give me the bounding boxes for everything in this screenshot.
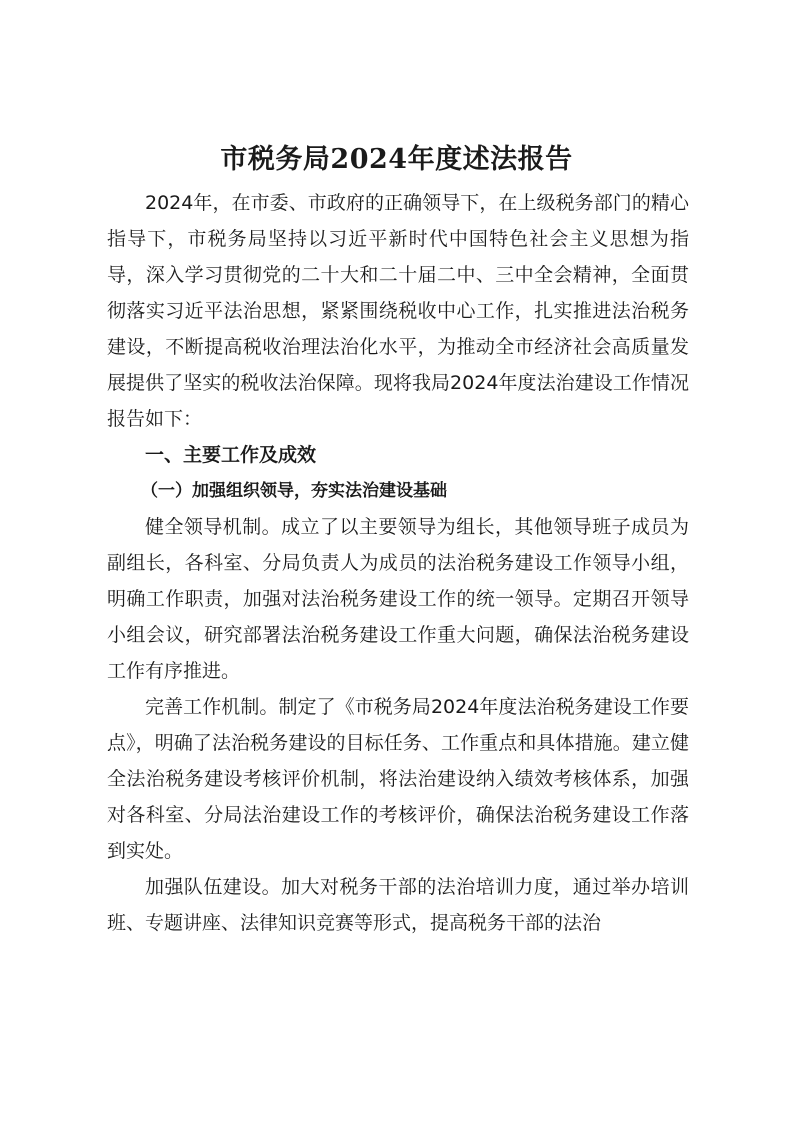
document-body <box>107 185 689 941</box>
section-heading: 一、主要工作及成效 <box>145 444 317 466</box>
intro-paragraph: 2024年，在市委、市政府的正确领导下，在上级税务部门的精心指导下，市税务局坚持以习近平新时代中国特色社会主义思想为指导，深入学习贯彻党的二十大和二十届二中、三中全会精神，全面贯彻落实习近平法治思想，紧紧围绕税收中心工作，扎实推进法治税务建设，不断提高税收治理法治化水平，为推动全市经济社会高质量发展提供了坚实的税收法治保障。现将我局2024年度法治建设工作情况报告如下： <box>107 192 689 430</box>
body-paragraph: 健全领导机制。成立了以主要领导为组长，其他领导班子成员为副组长，各科室、分局负责人为成员的法治税务建设工作领导小组，明确工作职责，加强对法治税务建设工作的统一领导。定期召开领导小组会议，研究部署法治税务建设工作重大问题，确保法治税务建设工作有序推进。 <box>107 516 689 682</box>
subsection-heading: （一）加强组织领导，夯实法治建设基础 <box>141 481 447 501</box>
body-paragraph: 加强队伍建设。加大对税务干部的法治培训力度，通过举办培训班、专题讲座、法律知识竞赛等形式，提高税务干部的法治 <box>107 876 689 934</box>
body-paragraph: 完善工作机制。制定了《市税务局2024年度法治税务建设工作要点》，明确了法治税务建设的目标任务、工作重点和具体措施。建立健全法治税务建设考核评价机制，将法治建设纳入绩效考核体系，加强对各科室、分局法治建设工作的考核评价，确保法治税务建设工作落到实处。 <box>107 696 689 862</box>
document-title: 市税务局2024年度述法报告 <box>220 144 573 175</box>
